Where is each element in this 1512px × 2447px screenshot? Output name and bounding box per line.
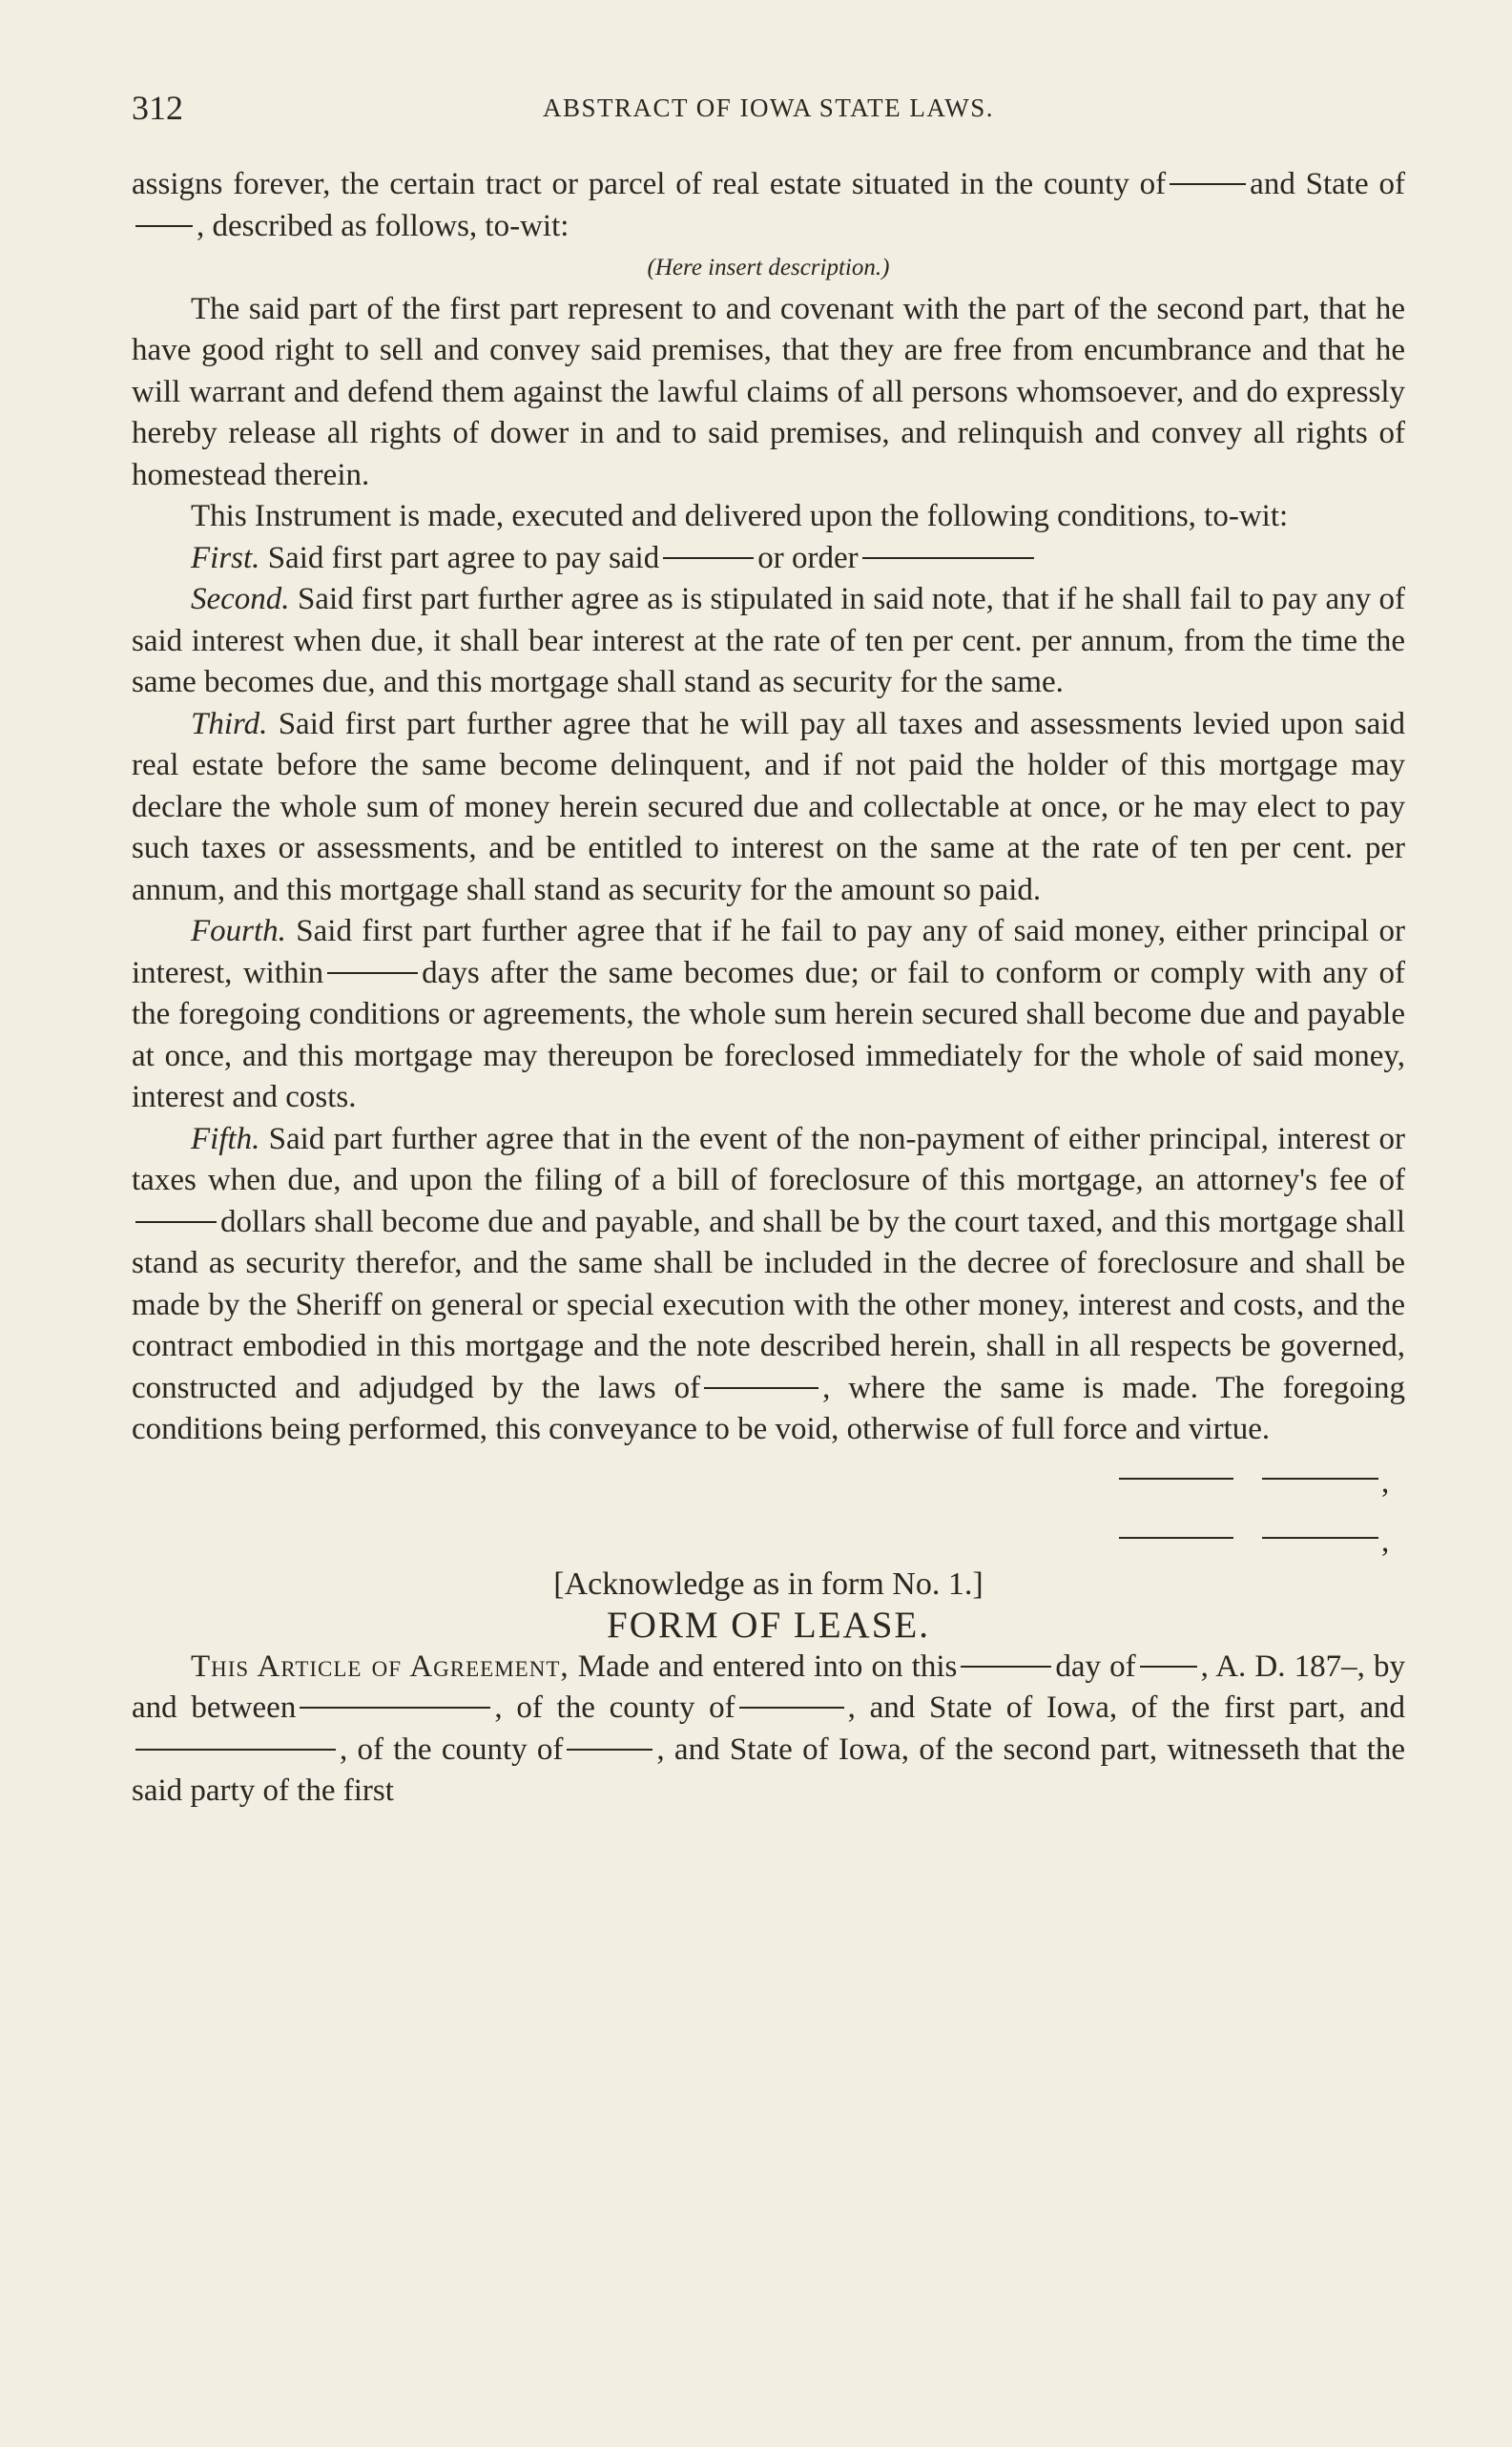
paragraph-covenant: The said part of the first part represent to and covenant with the part of the second part, that he have good right to sell and convey said premises, that they are free from encumbrance and that he will warrant and defend them against the lawful claims of all persons whomsoever, and do expressly hereby release all rights of dower in and to said premises, and relinquish and convey all rights of homestead therein.: [132, 291, 1405, 492]
condition-fifth: [132, 1119, 1405, 1451]
text-span: or order: [757, 540, 859, 575]
blank-line: [135, 225, 193, 227]
text-span: , and State of Iowa, of the first part, and: [847, 1690, 1405, 1725]
condition-label: Second.: [191, 582, 290, 616]
instruction-note: (Here insert description.): [647, 255, 890, 280]
blank-line: [739, 1707, 844, 1709]
signature-line: [1119, 1537, 1233, 1539]
text-span: Said first part further agree that if he fail to pay any of said money, either principal or interest, within: [132, 914, 1406, 990]
acknowledge-note: [Acknowledge as in form No. 1.]: [553, 1566, 984, 1602]
section-title: FORM OF LEASE.: [607, 1605, 930, 1646]
paragraph-assigns: [132, 164, 1405, 247]
text-span: , A. D. 187–, by and between: [132, 1649, 1406, 1725]
blank-line: [1170, 183, 1246, 185]
signature-line: [1119, 1478, 1233, 1480]
text-span: days after the same becomes due; or fail to conform or comply with any of the foregoing conditions or agreements, the whole sum herein secured shall become due and payable at once, and this mortgage may thereupon be foreclosed immediately for the whole of said money, interest and costs.: [132, 955, 1405, 1114]
condition-third: [132, 704, 1405, 912]
text-span: day of: [1055, 1649, 1136, 1684]
paragraph-conditions: This Instrument is made, executed and delivered upon the following conditions, to-wit:: [191, 499, 1289, 533]
text-span: Made and entered into on this: [577, 1649, 958, 1684]
text-span: Said part further agree that in the event of the non-payment of either principal, interest or taxes when due, and upon the filing of a bill of foreclosure of this mortgage, an attorney's fee of: [132, 1121, 1406, 1197]
signature-comma: ,: [1381, 1524, 1390, 1559]
lead-in: This Article of Agreement,: [191, 1649, 570, 1684]
lease-paragraph: [132, 1647, 1405, 1813]
text-span: , and State of Iowa, of the second part, witnesseth that the said party of the first: [132, 1732, 1406, 1808]
blank-line: [961, 1666, 1051, 1668]
condition-label: Fourth.: [191, 914, 286, 948]
signature-line: [1262, 1478, 1378, 1480]
signature-lines: [132, 1459, 1405, 1564]
blank-line: [704, 1387, 818, 1389]
text-span: assigns forever, the certain tract or parcel of real estate situated in the county of: [132, 167, 1167, 201]
text-span: and State of: [1250, 167, 1405, 201]
blank-line: [862, 557, 1034, 559]
running-title: ABSTRACT OF IOWA STATE LAWS.: [543, 93, 994, 122]
text-span: , of the county of: [340, 1732, 564, 1767]
signature-line: [1262, 1537, 1378, 1539]
condition-label: Third.: [191, 706, 268, 741]
blank-line: [135, 1749, 336, 1751]
blank-line: [1140, 1666, 1197, 1668]
condition-second: [132, 579, 1405, 704]
blank-line: [135, 1221, 217, 1223]
text-span: Said first part agree to pay said: [267, 540, 660, 575]
condition-fourth: [132, 911, 1405, 1119]
condition-label: Fifth.: [191, 1121, 260, 1156]
blank-line: [300, 1707, 490, 1709]
condition-label: First.: [191, 540, 260, 575]
blank-line: [663, 557, 754, 559]
blank-line: [327, 972, 418, 974]
condition-first: [132, 538, 1405, 580]
text-span: Said first part further agree that he will pay all taxes and assessments levied upon said real estate before the same become delinquent, and if not paid the holder of this mortgage may declare the whole sum of money herein secured due and collectable at once, or he may elect to pay such taxes or assessments, and be entitled to interest on the same at the rate of ten per cent. per annum, and this mortgage shall stand as security for the amount so paid.: [132, 706, 1405, 907]
text-span: , of the county of: [494, 1690, 735, 1725]
blank-line: [567, 1749, 652, 1751]
page-number: 312: [132, 89, 183, 127]
text-span: , where the same is made. The foregoing conditions being performed, this conveyance to be void, otherwise of full force and virtue.: [132, 1370, 1405, 1446]
page-header: [132, 88, 1405, 134]
text-span: dollars shall become due and payable, and shall be by the court taxed, and this mortgage shall stand as security therefor, and the same shall be included in the decree of foreclosure and shall be made by the Sheriff on general or special execution with the other money, interest and costs, and the contract embodied in this mortgage and the note described herein, shall in all respects be governed, constructed and adjudged by the laws of: [132, 1204, 1405, 1405]
page-body: [132, 164, 1405, 1813]
text-span: Said first part further agree as is stipulated in said note, that if he shall fail to pay any of said interest when due, it shall bear interest at the rate of ten per cent. per annum, from the time the same becomes due, and this mortgage shall stand as security for the same.: [132, 582, 1406, 699]
signature-comma: ,: [1381, 1464, 1390, 1500]
text-span: , described as follows, to-wit:: [197, 208, 570, 243]
